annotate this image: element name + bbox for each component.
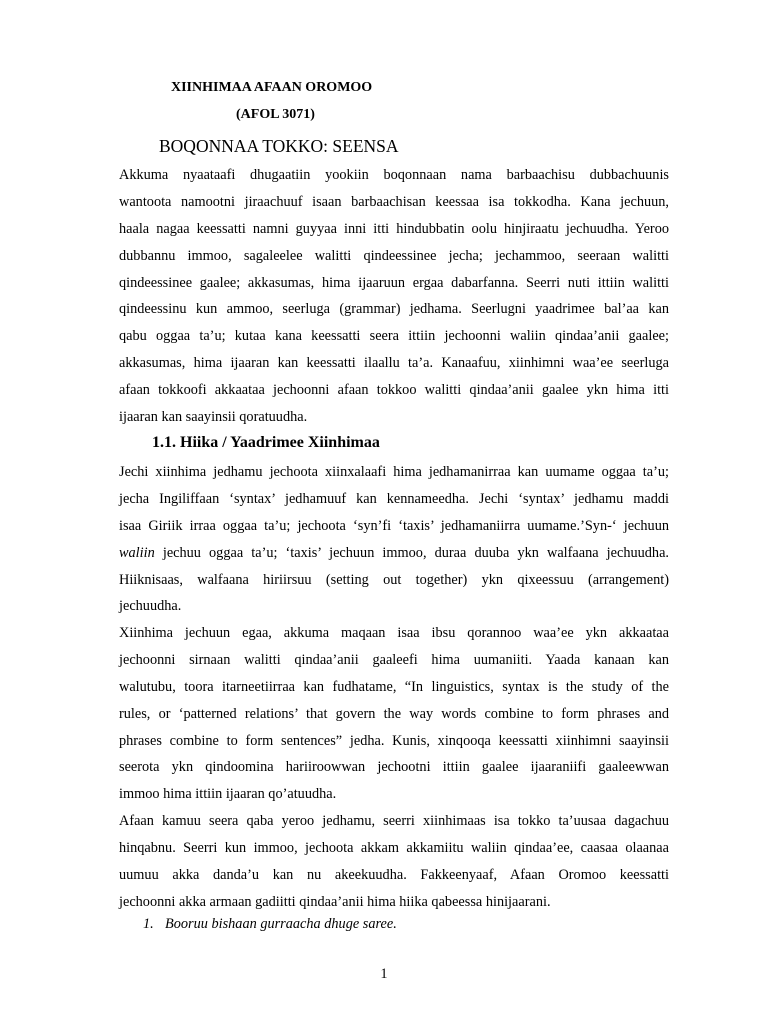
paragraph-line-rest: jechuu oggaa ta’u; ‘taxis’ jechuun immoo, duraa duuba ykn walfaana jechuudha. <box>162 544 669 561</box>
paragraph-line: jechuudha. <box>119 598 182 615</box>
paragraph-line: phrases combine to form sentences” jedha. Kunis, xinqooqa keessatti xiinhimni saayinsii <box>119 732 669 749</box>
paragraph-line: ijaaran kan saayinsii qoratuudha. <box>119 409 308 426</box>
paragraph-line: seerota ykn qindoomina hariiroowwan jechootni ittiin gaalee ijaaraniifi gaaleewwan <box>119 759 669 776</box>
paragraph-line-with-italic <box>119 540 669 567</box>
paragraph-line: Xiinhima jechuun egaa, akkuma maqaan isaa ibsu qorannoo waa’ee ykn akkaataa <box>119 625 669 641</box>
paragraph-line: afaan tokkoofi akkaataa jechoonni afaan tokkoo walitti qindaa’anii gaalee ykn hima itti <box>119 382 669 399</box>
definition-paragraph <box>119 459 669 620</box>
paragraph-line: jechoonni sirnaan walitti qindaa’anii gaaleefi hima uumaniiti. Yaada kanaan kan <box>119 651 669 668</box>
paragraph-line: qindeessinee gaalee; akkasumas, hima ijaaruun ergaa dabarfanna. Seerri nuti ittiin walitti <box>119 274 669 291</box>
italic-term: waliin <box>119 544 155 561</box>
page-number: 1 <box>380 966 388 982</box>
paragraph-line: qabu oggaa ta’u; kutaa kana keessatti seera ittiin jechoonni waliin qindaa’anii gaalee; <box>119 328 669 345</box>
paragraph-line: dubbannu immoo, sagaleelee walitti qindeessinee jecha; jechammoo, seeraan walitti <box>119 247 669 264</box>
paragraph-line: rules, or ‘patterned relations’ that govern the way words combine to form phrases and <box>119 705 669 722</box>
rules-paragraph <box>119 808 669 916</box>
intro-paragraph <box>119 162 669 431</box>
paragraph-line: Hiiknisaas, walfaana hiriirsuu (setting out together) ykn qixeessuu (arrangement) <box>119 571 669 588</box>
paragraph-line: jecha Ingiliffaan ‘syntax’ jedhamuuf kan kennameedha. Jechi ‘syntax’ jedhamu maddi <box>119 490 669 507</box>
syntax-paragraph <box>119 620 669 808</box>
paragraph-line: haala nagaa keessatti namni guyyaa inni itti hindubbatin oolu hinjiraatu jechuudha. Yeroo <box>119 220 669 237</box>
paragraph-line: uumuu akka danda’u kan nu akeekuudha. Fakkeenyaaf, Afaan Oromoo keessatti <box>119 866 669 883</box>
paragraph-line: Akkuma nyaataafi dhugaatiin yookiin boqonnaan nama barbaachisu dubbachuunis <box>119 167 669 183</box>
paragraph-line: isaa Giriik irraa oggaa ta’u; jechoota ‘syn’fi ‘taxis’ jedhamaniirra uumame.’Syn-‘ jechuun <box>119 517 669 534</box>
chapter-title: BOQONNAA TOKKO: SEENSA <box>159 136 399 156</box>
paragraph-line: wantoota namootni jiraachuuf isaan barbaachisan keessaa isa tokkodha. Kana jechuun, <box>119 193 669 210</box>
course-title: XIINHIMAA AFAAN OROMOO <box>171 80 373 95</box>
example-list-item <box>143 916 397 933</box>
paragraph-line: akkasumas, hima ijaaran kan keessatti ilaallu ta’a. Kanaafuu, xiinhimni waa’ee seerluga <box>119 355 669 372</box>
section-heading: 1.1. Hiika / Yaadrimee Xiinhimaa <box>152 434 380 451</box>
paragraph-line: hinqabnu. Seerri kun immoo, jechoota akkam akkamiitu waliin qindaa’ee, caasaa olaanaa <box>119 839 669 856</box>
paragraph-line: Jechi xiinhima jedhamu jechoota xiinxalaafi hima jedhamanirraa kan uumame oggaa ta’u; <box>119 464 669 480</box>
paragraph-line: jechoonni akka armaan gadiitti qindaa’anii hima hiika qabeessa hinijaarani. <box>119 893 551 910</box>
example-text: Booruu bishaan gurraacha dhuge saree. <box>165 916 397 932</box>
paragraph-line: qindeessinu kun ammoo, seerluga (grammar) jedhama. Seerlugni yaadrimee bal’aa kan <box>119 301 669 318</box>
course-code: (AFOL 3071) <box>236 107 315 122</box>
paragraph-line: Afaan kamuu seera qaba yeroo jedhamu, seerri xiinhimaas isa tokko ta’uusaa dagachuu <box>119 813 669 829</box>
paragraph-line: walutubu, toora itarneetiirraa kan fudhatame, “In linguistics, syntax is the study of the <box>119 678 669 695</box>
paragraph-line: immoo hima ittiin ijaaran qo’atuudha. <box>119 786 337 803</box>
example-number: 1. <box>143 916 154 932</box>
